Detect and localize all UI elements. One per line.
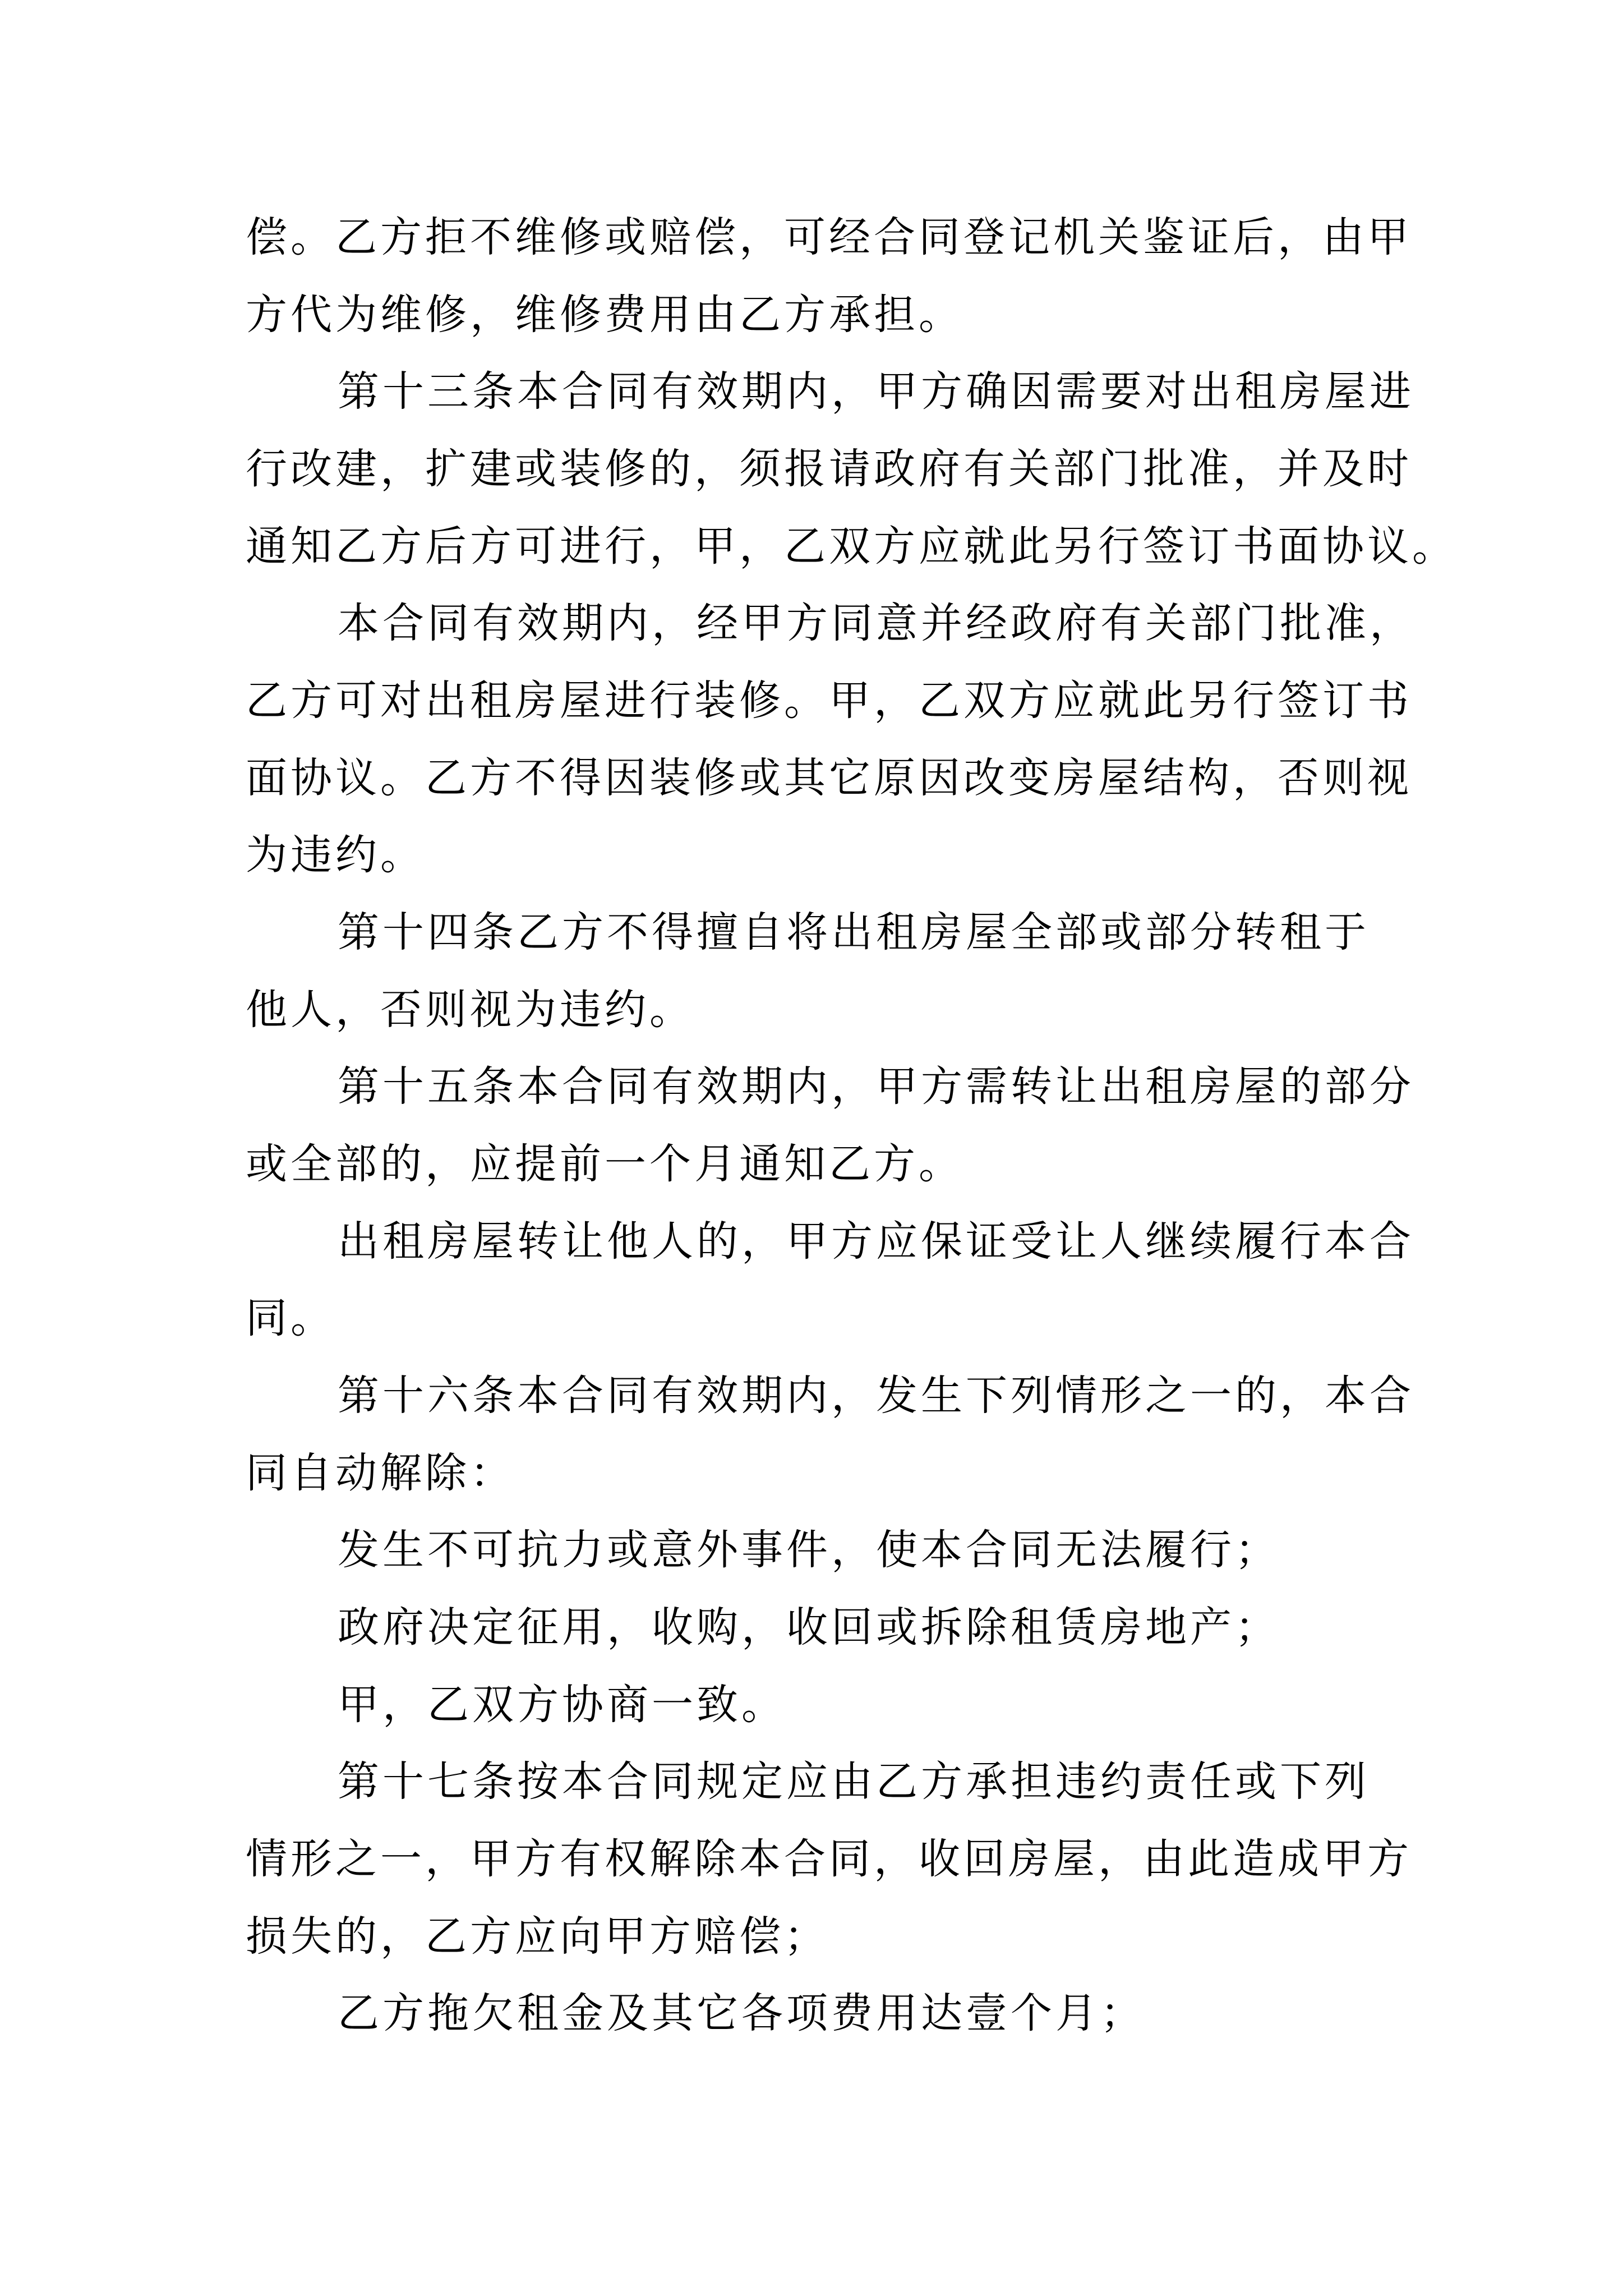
text-line: 出租房屋转让他人的，甲方应保证受让人继续履行本合 bbox=[338, 1217, 1414, 1266]
text-line: 他人，否则视为违约。 bbox=[246, 986, 694, 1034]
text-line: 同。 bbox=[246, 1294, 335, 1342]
text-line: 方代为维修，维修费用由乙方承担。 bbox=[246, 291, 963, 339]
text-line: 面协议。乙方不得因装修或其它原因改变房屋结构，否则视 bbox=[246, 754, 1412, 802]
text-line: 第十五条本合同有效期内，甲方需转让出租房屋的部分 bbox=[338, 1062, 1414, 1111]
text-line: 第十三条本合同有效期内，甲方确因需要对出租房屋进 bbox=[338, 367, 1414, 416]
text-line: 第十六条本合同有效期内，发生下列情形之一的，本合 bbox=[338, 1372, 1414, 1420]
text-line: 本合同有效期内，经甲方同意并经政府有关部门批准， bbox=[338, 599, 1414, 647]
text-line: 甲，乙双方协商一致。 bbox=[338, 1681, 786, 1729]
text-line: 偿。乙方拒不维修或赔偿，可经合同登记机关鉴证后，由甲 bbox=[246, 213, 1412, 261]
text-line: 乙方拖欠租金及其它各项费用达壹个月； bbox=[338, 1989, 1145, 2037]
text-line: 或全部的，应提前一个月通知乙方。 bbox=[246, 1140, 963, 1188]
text-line: 乙方可对出租房屋进行装修。甲，乙双方应就此另行签订书 bbox=[246, 677, 1412, 725]
text-line: 同自动解除： bbox=[246, 1449, 515, 1497]
text-line: 为违约。 bbox=[246, 831, 425, 879]
text-line: 第十四条乙方不得擅自将出租房屋全部或部分转租于 bbox=[338, 908, 1370, 956]
text-line: 政府决定征用，收购，收回或拆除租赁房地产； bbox=[338, 1603, 1280, 1651]
text-line: 发生不可抗力或意外事件，使本合同无法履行； bbox=[338, 1526, 1280, 1574]
text-line: 通知乙方后方可进行，甲，乙双方应就此另行签订书面协议。 bbox=[246, 522, 1457, 570]
text-line: 行改建，扩建或装修的，须报请政府有关部门批准，并及时 bbox=[246, 445, 1412, 493]
text-line: 第十七条按本合同规定应由乙方承担违约责任或下列 bbox=[338, 1757, 1370, 1806]
text-line: 损失的，乙方应向甲方赔偿； bbox=[246, 1912, 829, 1961]
text-line: 情形之一，甲方有权解除本合同，收回房屋，由此造成甲方 bbox=[246, 1835, 1412, 1883]
